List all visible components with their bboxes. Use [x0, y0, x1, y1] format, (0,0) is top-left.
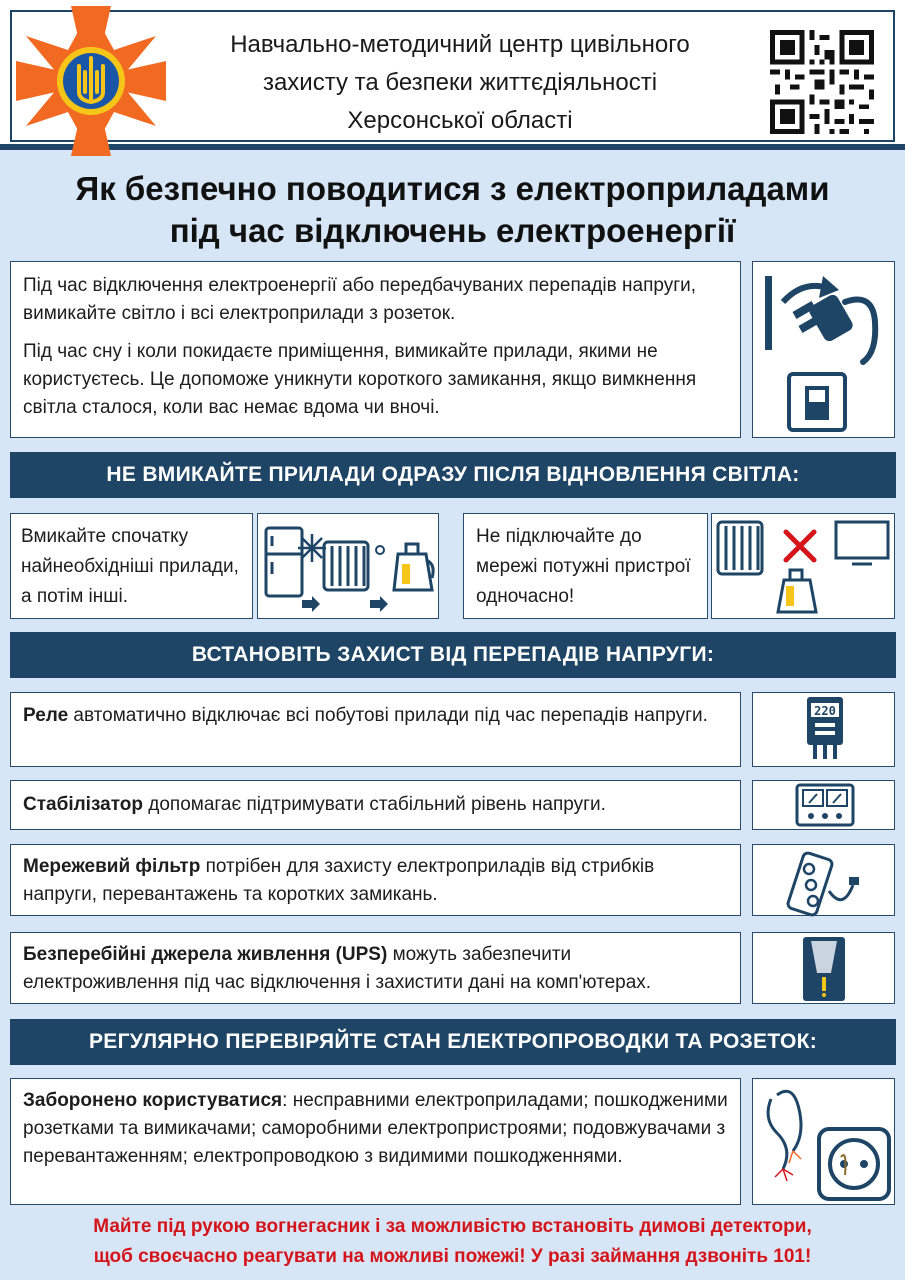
unplug-switch-icon [753, 262, 896, 439]
title-line-1: Як безпечно поводитися з електроприладами [75, 170, 830, 207]
stabilizer-text [23, 791, 728, 819]
filter-term: Мережевий фільтр [23, 856, 201, 877]
tip-1-text: Вмикайте спочатку найнеобхідніші прилади, а потім інші. [21, 526, 239, 607]
wiring-icon-box [752, 1078, 895, 1205]
civil-protection-emblem-icon [16, 6, 166, 156]
protection-item-stabilizer [10, 780, 741, 830]
filter-description: потрібен для захисту електроприладів від стрибків напруги, перевантажень та коротких замикань. [23, 856, 655, 905]
org-line-3: Херсонської області [347, 107, 573, 134]
title-line-2: під час відключень електроенергії [169, 212, 736, 249]
relay-text [23, 702, 728, 730]
tip-1-icon-box [257, 513, 439, 619]
filter-icon-box [752, 844, 895, 916]
protection-item-filter [10, 844, 741, 916]
damaged-wire-outlet-icon [753, 1079, 896, 1206]
stabilizer-description: допомагає підтримувати стабільний рівень напруги. [142, 794, 606, 815]
intro-icon-box [752, 261, 895, 438]
relay-icon [753, 693, 896, 768]
footer-line-2: щоб своєчасно реагувати на можливі пожежі! У разі займання дзвоніть 101! [93, 1246, 812, 1267]
section-banner-surge-protection: ВСТАНОВІТЬ ЗАХИСТ ВІД ПЕРЕПАДІВ НАПРУГИ: [10, 632, 896, 678]
ups-description: можуть забезпечити електроживлення під час відключення і захистити дані на комп'ютерах. [23, 944, 652, 993]
tip-2-icon-box [711, 513, 895, 619]
stabilizer-icon [753, 781, 896, 831]
prohibited-description: : несправними електроприладами; пошкодженими розетками та вимикачами; саморобними електропристроями; подовжувачами з перевантаженням; електропроводкою з видимими пошкодженнями. [23, 1090, 728, 1167]
org-line-1: Навчально-методичний центр цивільного [230, 31, 690, 58]
relay-display-value: 220 [814, 704, 836, 718]
footer-line-1: Майте під рукою вогнегасник і за можливістю встановіть димові детектори, [93, 1216, 812, 1237]
prohibited-text [23, 1087, 728, 1171]
tip-box-2 [463, 513, 708, 619]
intro-box [10, 261, 741, 438]
org-line-2: захисту та безпеки життєдіяльності [262, 69, 658, 96]
page-title [0, 168, 905, 252]
qr-code-icon[interactable] [770, 30, 874, 134]
ups-text [23, 941, 728, 997]
organization-name [170, 26, 750, 140]
ups-icon-box [752, 932, 895, 1004]
ups-term: Безперебійні джерела живлення (UPS) [23, 944, 388, 965]
protection-item-ups [10, 932, 741, 1004]
stabilizer-icon-box [752, 780, 895, 830]
prohibited-box [10, 1078, 741, 1205]
relay-description: автоматично відключає всі побутові прилади під час перепадів напруги. [68, 705, 708, 726]
footer-warning [0, 1212, 905, 1272]
no-simultaneous-devices-icon [712, 514, 896, 620]
tip-2-text: Не підключайте до мережі потужні пристрої одночасно! [476, 526, 691, 607]
relay-icon-box [752, 692, 895, 767]
section-banner-dont-turn-on: НЕ ВМИКАЙТЕ ПРИЛАДИ ОДРАЗУ ПІСЛЯ ВІДНОВЛЕННЯ СВІТЛА: [10, 452, 896, 498]
stabilizer-term: Стабілізатор [23, 794, 143, 815]
intro-paragraph-1: Під час відключення електроенергії або передбачуваних перепадів напруги, вимикайте світло і всі електроприлади з розеток. [23, 275, 697, 324]
appliance-sequence-icon [258, 514, 440, 620]
tip-box-1 [10, 513, 253, 619]
section-banner-wiring-check: РЕГУЛЯРНО ПЕРЕВІРЯЙТЕ СТАН ЕЛЕКТРОПРОВОДКИ ТА РОЗЕТОК: [10, 1019, 896, 1065]
prohibited-term: Заборонено користуватися [23, 1090, 283, 1111]
intro-paragraph-2: Під час сну і коли покидаєте приміщення, вимикайте прилади, якими не користуєтесь. Це допоможе уникнути короткого замикання, якщо вимкнення світла сталося, коли вас немає вдома чи вночі. [23, 341, 697, 418]
power-strip-icon [753, 845, 896, 917]
filter-text [23, 853, 728, 909]
ups-icon [753, 933, 896, 1005]
protection-item-relay [10, 692, 741, 767]
relay-term: Реле [23, 705, 69, 726]
